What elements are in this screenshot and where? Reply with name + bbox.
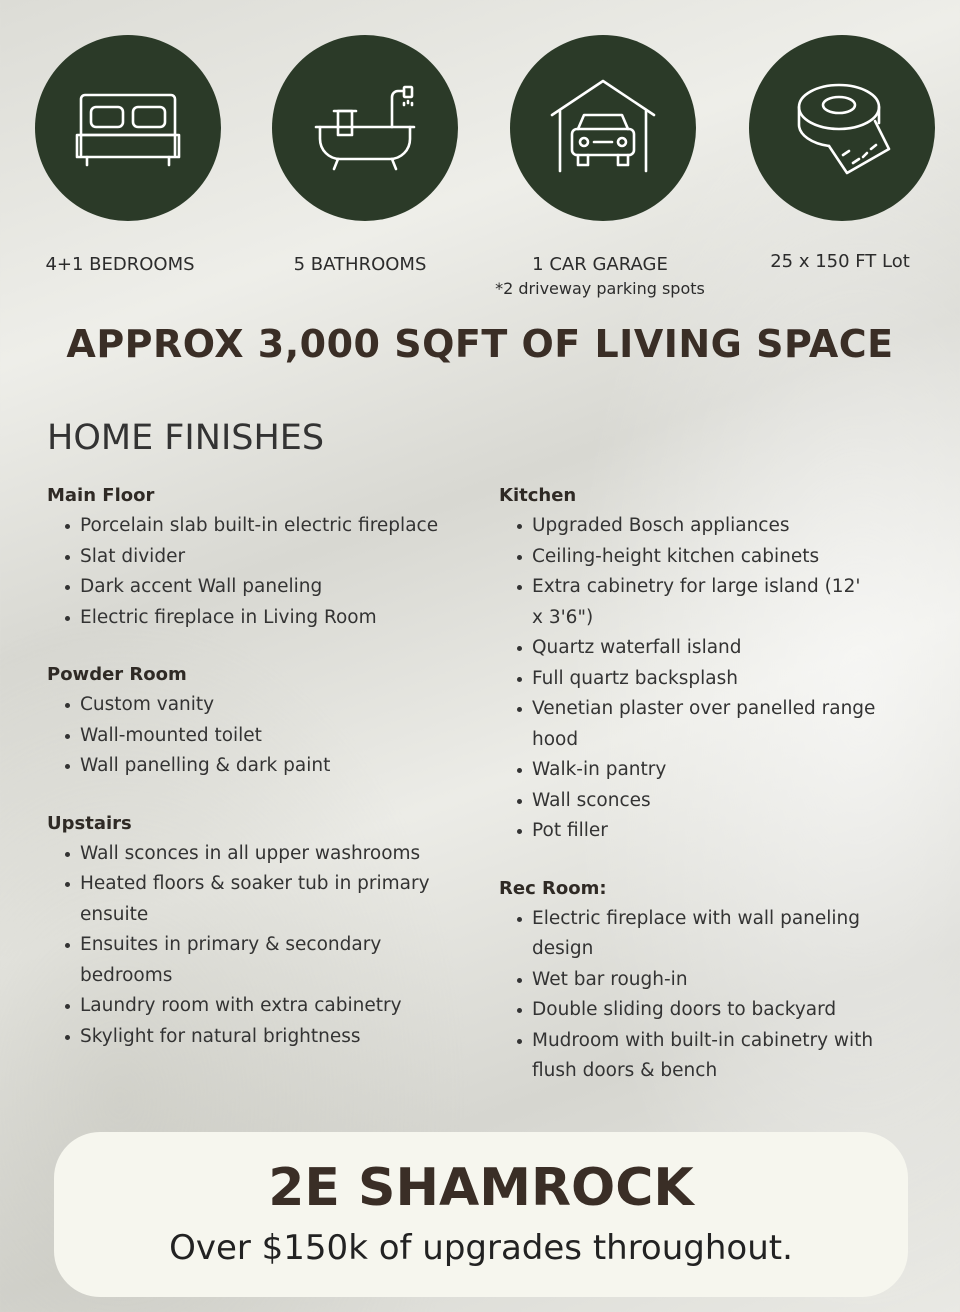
list-item: Extra cabinetry for large island (12' x 3'6") [532,572,862,633]
garage-icon-circle [510,35,696,221]
living-space-headline: APPROX 3,000 SQFT OF LIVING SPACE [66,322,894,366]
measuring-tape-icon [777,63,907,193]
list-item: Venetian plaster over panelled range hood [532,694,902,755]
list-item: Dark accent Wall paneling [80,572,477,603]
list-item: Quartz waterfall island [532,633,919,664]
group-kitchen [499,484,919,847]
list-item: Mudroom with built-in cabinetry with flush doors & bench [532,1026,904,1087]
property-name: 2E SHAMROCK [268,1158,694,1218]
feature-label-garage [470,253,730,301]
group-title: Rec Room: [499,877,607,899]
bed-icon-circle [35,35,221,221]
list-item: Wall-mounted toilet [80,721,477,752]
list-item: Upgraded Bosch appliances [532,511,919,542]
feature-icons-row [0,35,960,335]
garage-icon [538,63,668,193]
finish-list [47,511,477,633]
list-item: Custom vanity [80,690,477,721]
list-item: Electric fireplace with wall paneling design [532,904,892,965]
list-item: Laundry room with extra cabinetry [80,991,477,1022]
list-item: Wet bar rough-in [532,965,919,996]
finish-list [499,904,919,1087]
bed-icon [63,63,193,193]
garage-text: 1 CAR GARAGE [532,254,668,275]
section-title: HOME FINISHES [47,418,325,458]
finishes-left-column [47,484,477,1082]
group-title: Powder Room [47,664,187,685]
list-item: Porcelain slab built-in electric fireplace [80,511,477,542]
list-item: Wall sconces in all upper washrooms [80,839,477,870]
group-upstairs [47,812,477,1053]
group-powder-room [47,663,477,782]
list-item: Wall panelling & dark paint [80,751,477,782]
finish-list [47,690,477,782]
finish-list [499,511,919,847]
list-item: Double sliding doors to backyard [532,995,919,1026]
parking-subtext: *2 driveway parking spots [495,279,705,298]
group-main-floor [47,484,477,633]
list-item: Full quartz backsplash [532,664,919,695]
list-item: Skylight for natural brightness [80,1022,477,1053]
bathtub-icon-circle [272,35,458,221]
bathtub-icon [300,63,430,193]
list-item: Electric fireplace in Living Room [80,603,477,634]
list-item: Slat divider [80,542,477,573]
feature-label-bedrooms [0,253,250,277]
upgrades-tagline: Over $150k of upgrades throughout. [169,1228,793,1268]
list-item: Ceiling-height kitchen cabinets [532,542,919,573]
list-item: Heated floors & soaker tub in primary ensuite [80,869,445,930]
feature-label-lot [710,250,960,274]
group-title: Main Floor [47,485,155,506]
list-item: Walk-in pantry [532,755,919,786]
bedrooms-text: 4+1 BEDROOMS [45,254,195,275]
finish-list [47,839,477,1053]
bathrooms-text: 5 BATHROOMS [293,254,427,275]
lot-size-text: 25 x 150 FT Lot [770,251,910,272]
group-rec-room [499,877,919,1087]
list-item: Ensuites in primary & secondary bedrooms [80,930,400,991]
measuring-tape-icon-circle [749,35,935,221]
list-item: Wall sconces [532,786,919,817]
group-title: Upstairs [47,812,132,834]
group-title: Kitchen [499,485,577,506]
list-item: Pot filler [532,816,919,847]
property-banner [54,1132,908,1297]
feature-label-bathrooms [230,253,490,277]
finishes-right-column [499,484,919,1117]
